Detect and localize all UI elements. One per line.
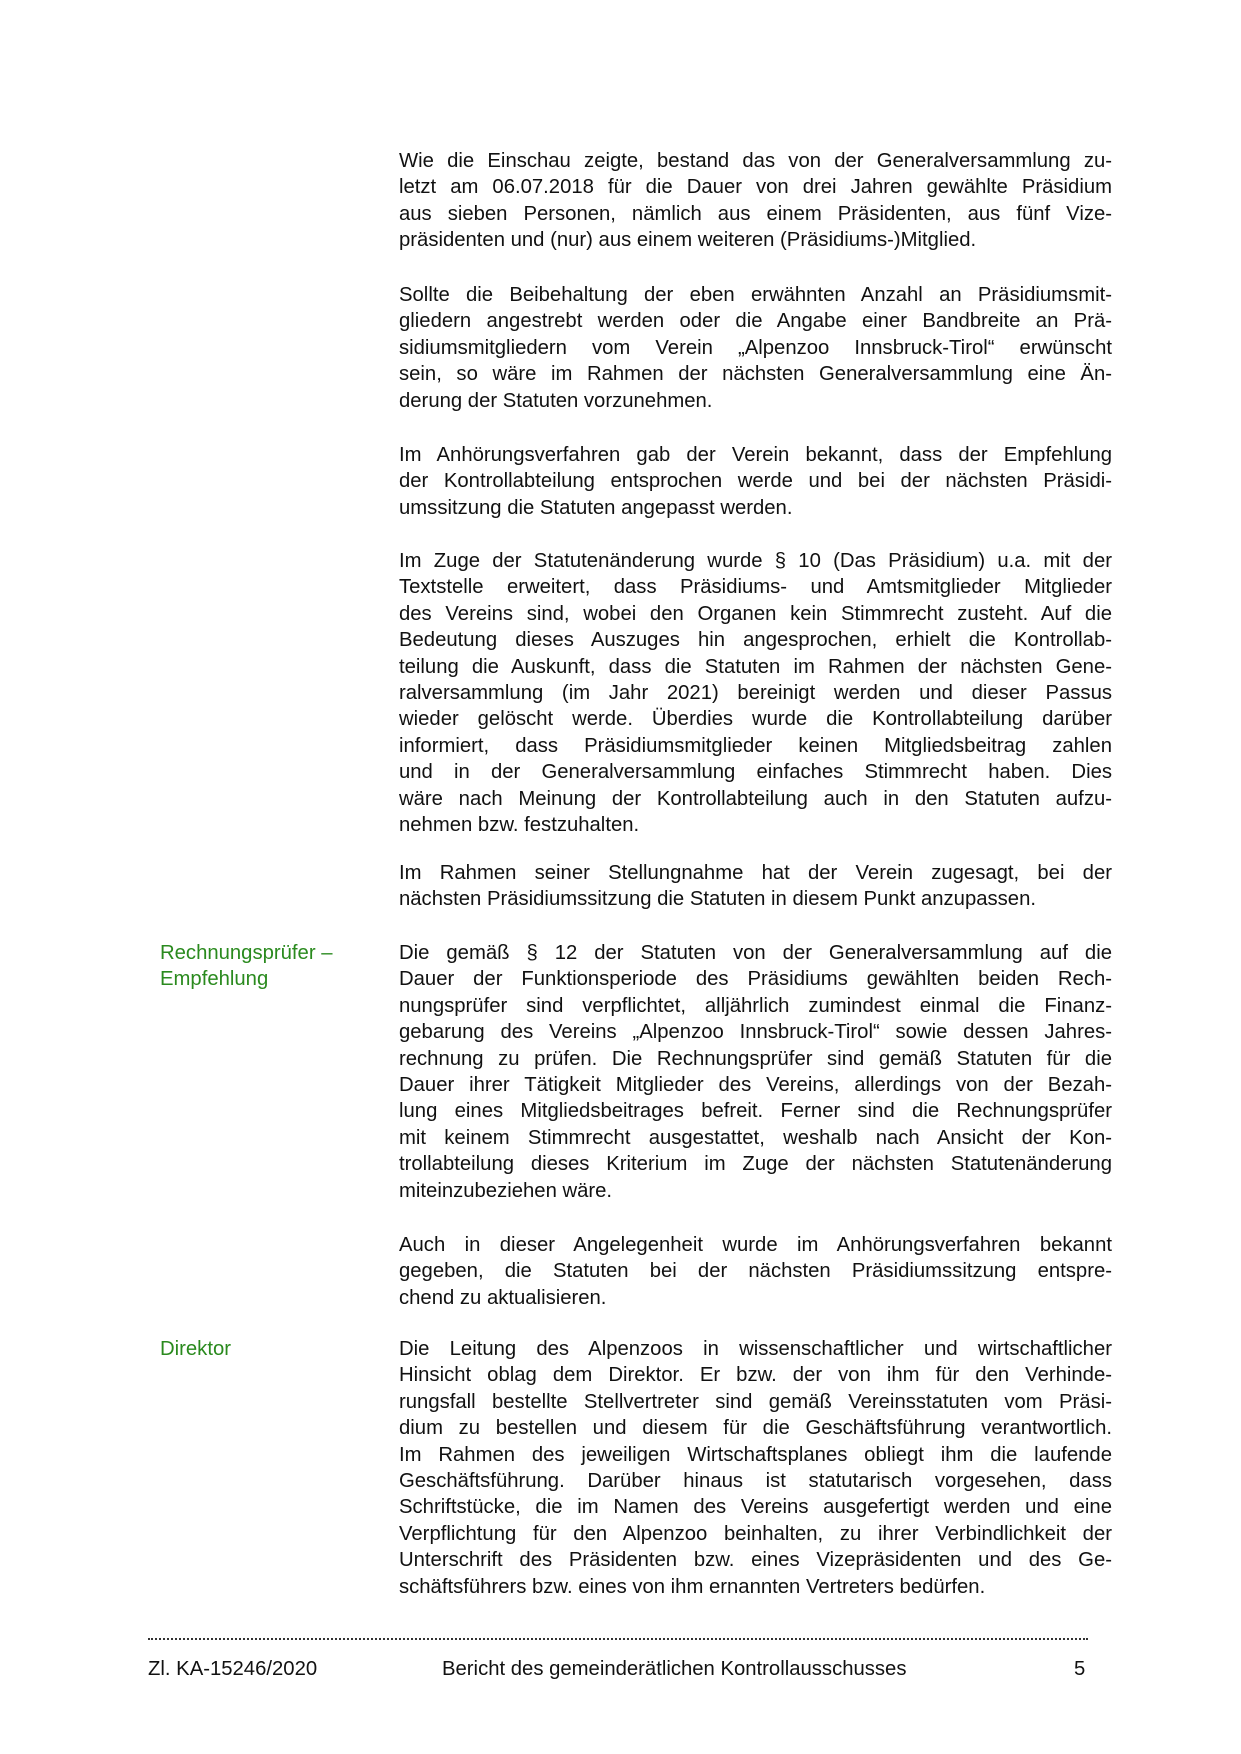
text-line: mit keinem Stimmrecht ausgestattet, weshalb nach Ansicht der Kon- <box>399 1126 1112 1149</box>
text-line: teilung die Auskunft, dass die Statuten im Rahmen der nächsten Gene- <box>399 655 1112 678</box>
text-line: Dauer ihrer Tätigkeit Mitglieder des Vereins, allerdings von der Bezah- <box>399 1074 1112 1097</box>
text-line: gliedern angestrebt werden oder die Angabe einer Bandbreite an Prä- <box>399 310 1112 333</box>
text-line: informiert, dass Präsidiumsmitglieder keinen Mitgliedsbeitrag zahlen <box>399 734 1112 757</box>
text-line: wäre nach Meinung der Kontrollabteilung auch in den Statuten aufzu- <box>399 787 1112 810</box>
margin-note-line: Empfehlung <box>160 968 269 990</box>
paragraph-statement-commitment <box>399 860 1112 913</box>
paragraph-statutes-amendment <box>399 282 1112 414</box>
text-line: Wie die Einschau zeigte, bestand das von der Generalversammlung zu- <box>399 150 1112 172</box>
text-line: trollabteilung dieses Kriterium im Zuge der nächsten Statutenänderung <box>399 1153 1112 1176</box>
text-line: der Kontrollabteilung entsprochen werde und bei der nächsten Präsidi- <box>399 470 1112 493</box>
text-line: gebarung des Vereins „Alpenzoo Innsbruck-Tirol“ sowie dessen Jahres- <box>399 1021 1112 1044</box>
text-line: Verpflichtung für den Alpenzoo beinhalten, zu ihrer Verbindlichkeit der <box>399 1522 1112 1545</box>
text-line: rungsfall bestellte Stellvertreter sind gemäß Vereinsstatuten vom Präsi- <box>399 1390 1112 1413</box>
text-line: Die gemäß § 12 der Statuten von der Generalversammlung auf die <box>399 942 1112 964</box>
paragraph-direktor <box>399 1336 1112 1600</box>
text-line: Schriftstücke, die im Namen des Vereins ausgefertigt werden und eine <box>399 1496 1112 1519</box>
text-line: Die Leitung des Alpenzoos in wissenschaftlicher und wirtschaftlicher <box>399 1338 1112 1360</box>
text-line: derung der Statuten vorzunehmen. <box>399 389 713 412</box>
footer-report-title: Bericht des gemeinderätlichen Kontrollausschusses <box>442 1658 907 1680</box>
text-line: gegeben, die Statuten bei der nächsten Präsidiumssitzung entspre- <box>399 1260 1112 1283</box>
text-line: miteinzubeziehen wäre. <box>399 1179 613 1202</box>
text-line: aus sieben Personen, nämlich aus einem Präsidenten, aus fünf Vize- <box>399 202 1112 225</box>
text-line: Auch in dieser Angelegenheit wurde im Anhörungsverfahren bekannt <box>399 1234 1112 1256</box>
text-line: ralversammlung (im Jahr 2021) bereinigt werden und dieser Passus <box>399 682 1112 705</box>
paragraph-hearing-response <box>399 442 1112 521</box>
text-line: Hinsicht oblag dem Direktor. Er bzw. der von ihm für den Verhinde- <box>399 1364 1112 1387</box>
text-line: Bedeutung dieses Auszuges hin angesprochen, erhielt die Kontrollab- <box>399 629 1112 652</box>
text-line: Dauer der Funktionsperiode des Präsidiums gewählten beiden Rech- <box>399 968 1112 991</box>
paragraph-rechnungspruefer <box>399 940 1112 1204</box>
footer-reference-number: Zl. KA-15246/2020 <box>148 1658 318 1680</box>
text-line: Im Zuge der Statutenänderung wurde § 10 (Das Präsidium) u.a. mit der <box>399 550 1112 572</box>
text-line: Im Rahmen des jeweiligen Wirtschaftsplanes obliegt ihm die laufende <box>399 1443 1112 1466</box>
text-line: präsidenten und (nur) aus einem weiteren (Präsidiums-)Mitglied. <box>399 229 977 252</box>
text-line: Geschäftsführung. Darüber hinaus ist statutarisch vorgesehen, dass <box>399 1470 1112 1493</box>
paragraph-update-statutes <box>399 1232 1112 1311</box>
text-line: nächsten Präsidiumssitzung die Statuten in diesem Punkt anzupassen. <box>399 888 1036 911</box>
footer-page-number: 5 <box>1074 1658 1086 1680</box>
text-line: lung eines Mitgliedsbeitrages befreit. Ferner sind die Rechnungsprüfer <box>399 1100 1112 1123</box>
footer-dotted-rule <box>148 1632 1088 1640</box>
text-line: dium zu bestellen und diesem für die Geschäftsführung verantwortlich. <box>399 1417 1112 1440</box>
text-line: rechnung zu prüfen. Die Rechnungsprüfer sind gemäß Statuten für die <box>399 1047 1112 1070</box>
margin-note-line: Direktor <box>160 1338 231 1360</box>
text-line: schäftsführers bzw. eines von ihm ernannten Vertreters bedürfen. <box>399 1575 986 1598</box>
text-line: Im Anhörungsverfahren gab der Verein bekannt, dass der Empfehlung <box>399 444 1112 466</box>
text-line: Sollte die Beibehaltung der eben erwähnten Anzahl an Präsidiumsmit- <box>399 284 1112 306</box>
paragraph-statute-change-10 <box>399 548 1112 838</box>
text-line: nungsprüfer sind verpflichtet, alljährlich zumindest einmal die Finanz- <box>399 994 1112 1017</box>
text-line: nehmen bzw. festzuhalten. <box>399 814 640 837</box>
text-line: Textstelle erweitert, dass Präsidiums- und Amtsmitglieder Mitglieder <box>399 576 1112 599</box>
text-line: und in der Generalversammlung einfaches Stimmrecht haben. Dies <box>399 761 1112 784</box>
text-line: letzt am 06.07.2018 für die Dauer von drei Jahren gewählte Präsidium <box>399 176 1112 199</box>
text-line: Im Rahmen seiner Stellungnahme hat der Verein zugesagt, bei der <box>399 862 1112 884</box>
text-line: chend zu aktualisieren. <box>399 1286 607 1309</box>
text-line: sein, so wäre im Rahmen der nächsten Generalversammlung eine Än- <box>399 363 1112 386</box>
text-line: Unterschrift des Präsidenten bzw. eines Vizepräsidenten und des Ge- <box>399 1549 1112 1572</box>
paragraph-praesidium-composition <box>399 148 1112 254</box>
text-line: umssitzung die Statuten angepasst werden. <box>399 496 793 519</box>
margin-note-rechnungspruefer <box>160 940 390 992</box>
text-line: wieder gelöscht werde. Überdies wurde die Kontrollabteilung darüber <box>399 708 1112 731</box>
text-line: sidiumsmitgliedern vom Verein „Alpenzoo Innsbruck-Tirol“ erwünscht <box>399 336 1112 359</box>
margin-note-line: Rechnungsprüfer – <box>160 942 333 964</box>
text-line: des Vereins sind, wobei den Organen kein Stimmrecht zusteht. Auf die <box>399 602 1112 625</box>
margin-note-direktor <box>160 1336 390 1362</box>
